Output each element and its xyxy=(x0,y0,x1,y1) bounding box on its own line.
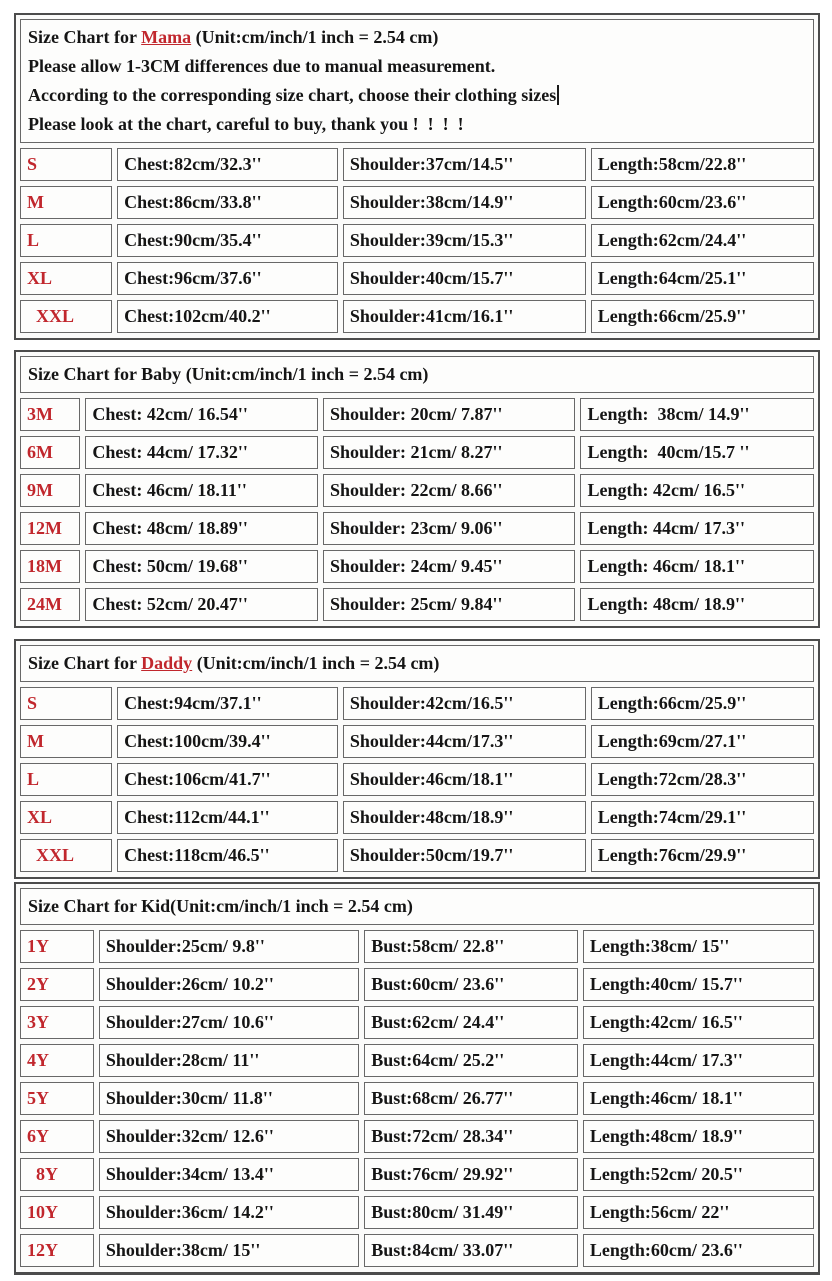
measurement-cell: Length:72cm/28.3'' xyxy=(591,763,814,796)
measurement-cell: Shoulder:48cm/18.9'' xyxy=(343,801,586,834)
measurement-cell: Shoulder:50cm/19.7'' xyxy=(343,839,586,872)
baby-section-title xyxy=(28,360,806,389)
table-row xyxy=(20,801,814,834)
title-suffix: (Unit:cm/inch/1 inch = 2.54 cm) xyxy=(192,653,440,673)
baby-size-table xyxy=(20,398,814,621)
measurement-cell: Bust:84cm/ 33.07'' xyxy=(364,1234,578,1267)
table-row xyxy=(20,968,814,1001)
measurement-cell: Chest:82cm/32.3'' xyxy=(117,148,338,181)
measurement-cell: Bust:64cm/ 25.2'' xyxy=(364,1044,578,1077)
measurement-cell: Shoulder:42cm/16.5'' xyxy=(343,687,586,720)
measurement-cell: Shoulder: 22cm/ 8.66'' xyxy=(323,474,575,507)
size-label-cell: 10Y xyxy=(20,1196,94,1229)
measurement-cell: Chest:106cm/41.7'' xyxy=(117,763,338,796)
measurement-cell: Shoulder: 25cm/ 9.84'' xyxy=(323,588,575,621)
table-row xyxy=(20,148,814,181)
size-chart-section-baby xyxy=(14,350,820,628)
measurement-cell: Shoulder:37cm/14.5'' xyxy=(343,148,586,181)
table-row xyxy=(20,839,814,872)
measurement-cell: Length:38cm/ 15'' xyxy=(583,930,814,963)
measurement-cell: Length:76cm/29.9'' xyxy=(591,839,814,872)
measurement-cell: Length:40cm/ 15.7'' xyxy=(583,968,814,1001)
measurement-cell: Chest: 46cm/ 18.11'' xyxy=(85,474,318,507)
size-label-cell: 3Y xyxy=(20,1006,94,1039)
measurement-cell: Shoulder:38cm/14.9'' xyxy=(343,186,586,219)
measurement-cell: Shoulder:46cm/18.1'' xyxy=(343,763,586,796)
size-chart-section-mama xyxy=(14,13,820,340)
measurement-cell: Shoulder:39cm/15.3'' xyxy=(343,224,586,257)
daddy-size-table xyxy=(20,687,814,872)
measurement-cell: Chest: 44cm/ 17.32'' xyxy=(85,436,318,469)
measurement-cell: Chest:96cm/37.6'' xyxy=(117,262,338,295)
measurement-cell: Shoulder: 21cm/ 8.27'' xyxy=(323,436,575,469)
measurement-cell: Chest: 50cm/ 19.68'' xyxy=(85,550,318,583)
table-row xyxy=(20,474,814,507)
measurement-cell: Shoulder:30cm/ 11.8'' xyxy=(99,1082,359,1115)
table-row xyxy=(20,1044,814,1077)
measurement-cell: Shoulder:41cm/16.1'' xyxy=(343,300,586,333)
measurement-cell: Bust:72cm/ 28.34'' xyxy=(364,1120,578,1153)
size-label-cell: 24M xyxy=(20,588,80,621)
size-label-cell: XL xyxy=(20,262,112,295)
table-row xyxy=(20,262,814,295)
measurement-cell: Chest: 52cm/ 20.47'' xyxy=(85,588,318,621)
measurement-cell: Chest:94cm/37.1'' xyxy=(117,687,338,720)
measurement-cell: Bust:76cm/ 29.92'' xyxy=(364,1158,578,1191)
mama-section-title xyxy=(28,23,806,52)
measurement-cell: Shoulder:28cm/ 11'' xyxy=(99,1044,359,1077)
measurement-cell: Chest: 42cm/ 16.54'' xyxy=(85,398,318,431)
measurement-cell: Shoulder:32cm/ 12.6'' xyxy=(99,1120,359,1153)
note-choose-size: According to the corresponding size chart, choose their clothing sizes xyxy=(28,81,806,110)
measurement-cell: Shoulder:26cm/ 10.2'' xyxy=(99,968,359,1001)
size-label-cell: XL xyxy=(20,801,112,834)
table-row xyxy=(20,224,814,257)
measurement-cell: Length: 40cm/15.7 '' xyxy=(580,436,814,469)
table-row xyxy=(20,725,814,758)
table-row xyxy=(20,1234,814,1267)
size-label-cell: L xyxy=(20,224,112,257)
title-prefix: Size Chart for xyxy=(28,896,142,916)
table-row xyxy=(20,512,814,545)
table-row xyxy=(20,1006,814,1039)
measurement-cell: Length:44cm/ 17.3'' xyxy=(583,1044,814,1077)
table-row xyxy=(20,1196,814,1229)
mama-link[interactable]: Mama xyxy=(141,27,192,47)
mama-section-header xyxy=(20,19,814,143)
size-label-cell: M xyxy=(20,725,112,758)
measurement-cell: Length:62cm/24.4'' xyxy=(591,224,814,257)
measurement-cell: Length: 48cm/ 18.9'' xyxy=(580,588,814,621)
table-row xyxy=(20,550,814,583)
title-suffix: (Unit:cm/inch/1 inch = 2.54 cm) xyxy=(191,27,439,47)
kid-size-table xyxy=(20,930,814,1267)
measurement-cell: Length: 42cm/ 16.5'' xyxy=(580,474,814,507)
size-label-cell: 12M xyxy=(20,512,80,545)
measurement-cell: Chest:86cm/33.8'' xyxy=(117,186,338,219)
kid-section-header xyxy=(20,888,814,925)
size-label-cell: S xyxy=(20,148,112,181)
daddy-section-title xyxy=(28,649,806,678)
size-label-cell: S xyxy=(20,687,112,720)
table-row xyxy=(20,687,814,720)
size-label-cell: 6Y xyxy=(20,1120,94,1153)
measurement-cell: Length: 46cm/ 18.1'' xyxy=(580,550,814,583)
title-suffix: (Unit:cm/inch/1 inch = 2.54 cm) xyxy=(181,364,429,384)
title-prefix: Size Chart for xyxy=(28,364,142,384)
measurement-cell: Length:66cm/25.9'' xyxy=(591,687,814,720)
kid-label: Kid xyxy=(141,896,171,916)
measurement-cell: Chest:100cm/39.4'' xyxy=(117,725,338,758)
table-row xyxy=(20,763,814,796)
measurement-cell: Length:58cm/22.8'' xyxy=(591,148,814,181)
measurement-cell: Chest:118cm/46.5'' xyxy=(117,839,338,872)
measurement-cell: Length:60cm/ 23.6'' xyxy=(583,1234,814,1267)
measurement-cell: Length:42cm/ 16.5'' xyxy=(583,1006,814,1039)
measurement-cell: Chest:112cm/44.1'' xyxy=(117,801,338,834)
size-label-cell: 12Y xyxy=(20,1234,94,1267)
measurement-cell: Length:56cm/ 22'' xyxy=(583,1196,814,1229)
size-label-cell: 5Y xyxy=(20,1082,94,1115)
measurement-cell: Bust:62cm/ 24.4'' xyxy=(364,1006,578,1039)
title-prefix: Size Chart for xyxy=(28,27,142,47)
daddy-section-header xyxy=(20,645,814,682)
measurement-cell: Shoulder:38cm/ 15'' xyxy=(99,1234,359,1267)
table-row xyxy=(20,398,814,431)
measurement-cell: Bust:68cm/ 26.77'' xyxy=(364,1082,578,1115)
size-label-cell: 1Y xyxy=(20,930,94,963)
size-label-cell: XXL xyxy=(20,300,112,333)
measurement-cell: Length:46cm/ 18.1'' xyxy=(583,1082,814,1115)
size-label-cell: L xyxy=(20,763,112,796)
measurement-cell: Length: 44cm/ 17.3'' xyxy=(580,512,814,545)
measurement-cell: Length: 38cm/ 14.9'' xyxy=(580,398,814,431)
size-label-cell: 2Y xyxy=(20,968,94,1001)
baby-label: Baby xyxy=(141,364,182,384)
table-row xyxy=(20,1158,814,1191)
table-row xyxy=(20,300,814,333)
measurement-cell: Shoulder:40cm/15.7'' xyxy=(343,262,586,295)
measurement-cell: Shoulder:27cm/ 10.6'' xyxy=(99,1006,359,1039)
measurement-cell: Length:69cm/27.1'' xyxy=(591,725,814,758)
size-label-cell: 8Y xyxy=(20,1158,94,1191)
measurement-cell: Shoulder:34cm/ 13.4'' xyxy=(99,1158,359,1191)
kid-section-title xyxy=(28,892,806,921)
note-careful-to-buy: Please look at the chart, careful to buy, thank you ! ! ! ! xyxy=(28,114,464,134)
daddy-link[interactable]: Daddy xyxy=(141,653,193,673)
measurement-cell: Shoulder: 23cm/ 9.06'' xyxy=(323,512,575,545)
table-row xyxy=(20,930,814,963)
baby-section-header xyxy=(20,356,814,393)
measurement-cell: Chest: 48cm/ 18.89'' xyxy=(85,512,318,545)
measurement-cell: Shoulder: 20cm/ 7.87'' xyxy=(323,398,575,431)
table-row xyxy=(20,1082,814,1115)
measurement-cell: Shoulder: 24cm/ 9.45'' xyxy=(323,550,575,583)
measurement-cell: Length:74cm/29.1'' xyxy=(591,801,814,834)
measurement-cell: Chest:90cm/35.4'' xyxy=(117,224,338,257)
size-label-cell: M xyxy=(20,186,112,219)
table-row xyxy=(20,436,814,469)
size-label-cell: XXL xyxy=(20,839,112,872)
measurement-cell: Bust:60cm/ 23.6'' xyxy=(364,968,578,1001)
size-chart-section-kid xyxy=(14,882,820,1275)
size-label-cell: 9M xyxy=(20,474,80,507)
text-cursor xyxy=(557,85,559,105)
table-row xyxy=(20,186,814,219)
measurement-cell: Length:52cm/ 20.5'' xyxy=(583,1158,814,1191)
measurement-cell: Bust:80cm/ 31.49'' xyxy=(364,1196,578,1229)
size-label-cell: 18M xyxy=(20,550,80,583)
size-label-cell: 6M xyxy=(20,436,80,469)
measurement-cell: Length:64cm/25.1'' xyxy=(591,262,814,295)
table-row xyxy=(20,1120,814,1153)
table-row xyxy=(20,588,814,621)
measurement-cell: Length:60cm/23.6'' xyxy=(591,186,814,219)
measurement-cell: Shoulder:25cm/ 9.8'' xyxy=(99,930,359,963)
note-measurement-tolerance: Please allow 1-3CM differences due to manual measurement. xyxy=(28,56,496,76)
title-prefix: Size Chart for xyxy=(28,653,142,673)
measurement-cell: Shoulder:36cm/ 14.2'' xyxy=(99,1196,359,1229)
title-suffix: (Unit:cm/inch/1 inch = 2.54 cm) xyxy=(170,896,413,916)
measurement-cell: Bust:58cm/ 22.8'' xyxy=(364,930,578,963)
measurement-cell: Shoulder:44cm/17.3'' xyxy=(343,725,586,758)
measurement-cell: Chest:102cm/40.2'' xyxy=(117,300,338,333)
size-chart-section-daddy xyxy=(14,639,820,879)
measurement-cell: Length:66cm/25.9'' xyxy=(591,300,814,333)
mama-size-table xyxy=(20,148,814,333)
measurement-cell: Length:48cm/ 18.9'' xyxy=(583,1120,814,1153)
size-label-cell: 3M xyxy=(20,398,80,431)
size-label-cell: 4Y xyxy=(20,1044,94,1077)
